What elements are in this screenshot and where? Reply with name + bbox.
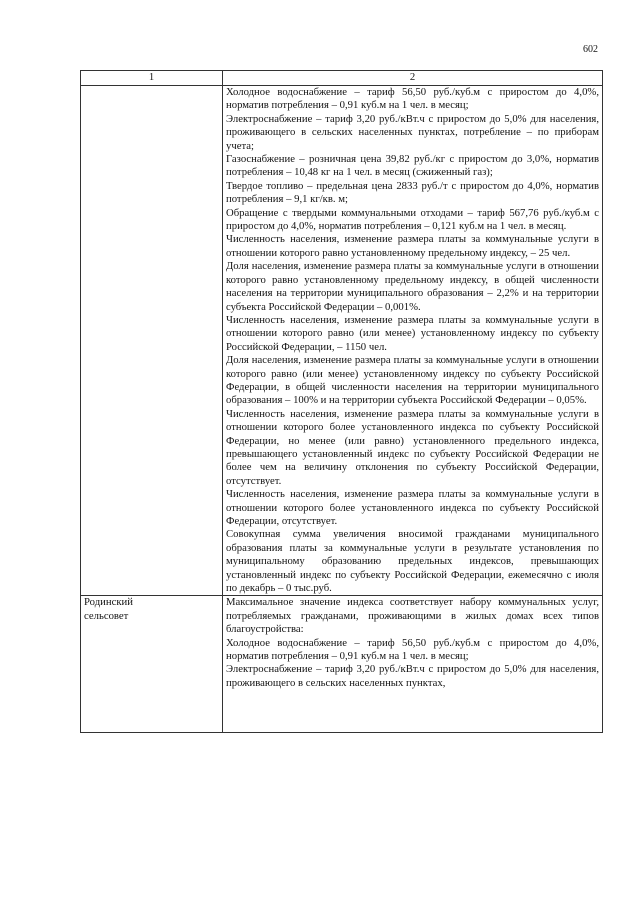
paragraph-electricity: Электроснабжение – тариф 3,20 руб./кВт.ч с приростом до 5,0% для населения, проживающего в сельских населенных пунктах, bbox=[226, 663, 599, 689]
column-header-1: 1 bbox=[81, 71, 223, 86]
row-content-cell bbox=[223, 596, 603, 733]
document-table bbox=[80, 70, 603, 733]
paragraph-cold-water: Холодное водоснабжение – тариф 56,50 руб./куб.м с приростом до 4,0%, норматив потребления – 0,91 куб.м на 1 чел. в месяц; bbox=[226, 636, 599, 663]
paragraph-cold-water: Холодное водоснабжение – тариф 56,50 руб./куб.м с приростом до 4,0%, норматив потребления – 0,91 куб.м на 1 чел. в месяц; bbox=[226, 86, 599, 112]
row-label-cell bbox=[81, 596, 223, 733]
paragraph-gas: Газоснабжение – розничная цена 39,82 руб./кг с приростом до 3,0%, норматив потребления – 10,48 кг на 1 чел. в месяц (сжиженный газ); bbox=[226, 153, 599, 179]
table-row bbox=[81, 596, 603, 733]
municipality-name-line-1: Родинский bbox=[84, 596, 133, 609]
paragraph-share-index: Доля населения, изменение размера платы за коммунальные услуги в отношении которого равно (или менее) установленному индексу по субъекту Российской Федерации, в общей численности населения на территории муниципального образования – 100% и на территории субъекта Российской Федерации – 0,05%. bbox=[226, 354, 599, 407]
paragraph-population-limit: Численность населения, изменение размера платы за коммунальные услуги в отношении которого равно установленному предельному индексу, – 25 чел. bbox=[226, 233, 599, 259]
municipality-name-line-2: сельсовет bbox=[84, 609, 129, 622]
table-header-row bbox=[81, 71, 603, 86]
column-header-2: 2 bbox=[223, 71, 603, 86]
paragraph-max-index: Максимальное значение индекса соответствует набору коммунальных услуг, потребляемых гражданами, проживающими в жилых домах всех типов благоустройства: bbox=[226, 596, 599, 636]
row-label-cell bbox=[81, 86, 223, 596]
paragraph-electricity: Электроснабжение – тариф 3,20 руб./кВт.ч с приростом до 5,0% для населения, проживающего в сельских населенных пунктах, потребление – по приборам учета; bbox=[226, 112, 599, 152]
paragraph-population-between: Численность населения, изменение размера платы за коммунальные услуги в отношении которого более установленного индекса по субъекту Российской Федерации, но менее (или равно) установленного предельного индекса, превышающего установленный индекс по субъекту Российской Федерации не более чем на величину отклонения по субъекту Российской Федерации, отсутствует. bbox=[226, 407, 599, 487]
table-row bbox=[81, 86, 603, 596]
paragraph-share-limit: Доля населения, изменение размера платы за коммунальные услуги в отношении которого равно установленному предельному индексу, в общей численности населения на территории муниципального образования – 2,2% и на территории субъекта Российской Федерации – 0,001%. bbox=[226, 260, 599, 313]
paragraph-population-above: Численность населения, изменение размера платы за коммунальные услуги в отношении которого более установленного индекса по субъекту Российской Федерации, отсутствует. bbox=[226, 488, 599, 527]
paragraph-population-index: Численность населения, изменение размера платы за коммунальные услуги в отношении которого равно (или менее) установленному индексу по субъекту Российской Федерации, – 1150 чел. bbox=[226, 313, 599, 353]
paragraph-waste: Обращение с твердыми коммунальными отходами – тариф 567,76 руб./куб.м с приростом до 4,0%, норматив потребления – 0,121 куб.м на 1 чел. в месяц. bbox=[226, 206, 599, 233]
page-number: 602 bbox=[583, 44, 598, 55]
row-content-cell bbox=[223, 86, 603, 596]
paragraph-total-sum: Совокупная сумма увеличения вносимой гражданами муниципального образования платы за коммунальные услуги в результате установления по муниципальному образованию предельных индексов, превышающих установленный индекс по субъекту Российской Федерации, ежемесячно с июля по декабрь – 0 тыс.руб. bbox=[226, 528, 599, 595]
paragraph-solid-fuel: Твердое топливо – предельная цена 2833 руб./т с приростом до 4,0%, норматив потребления – 9,1 кг/кв. м; bbox=[226, 179, 599, 206]
